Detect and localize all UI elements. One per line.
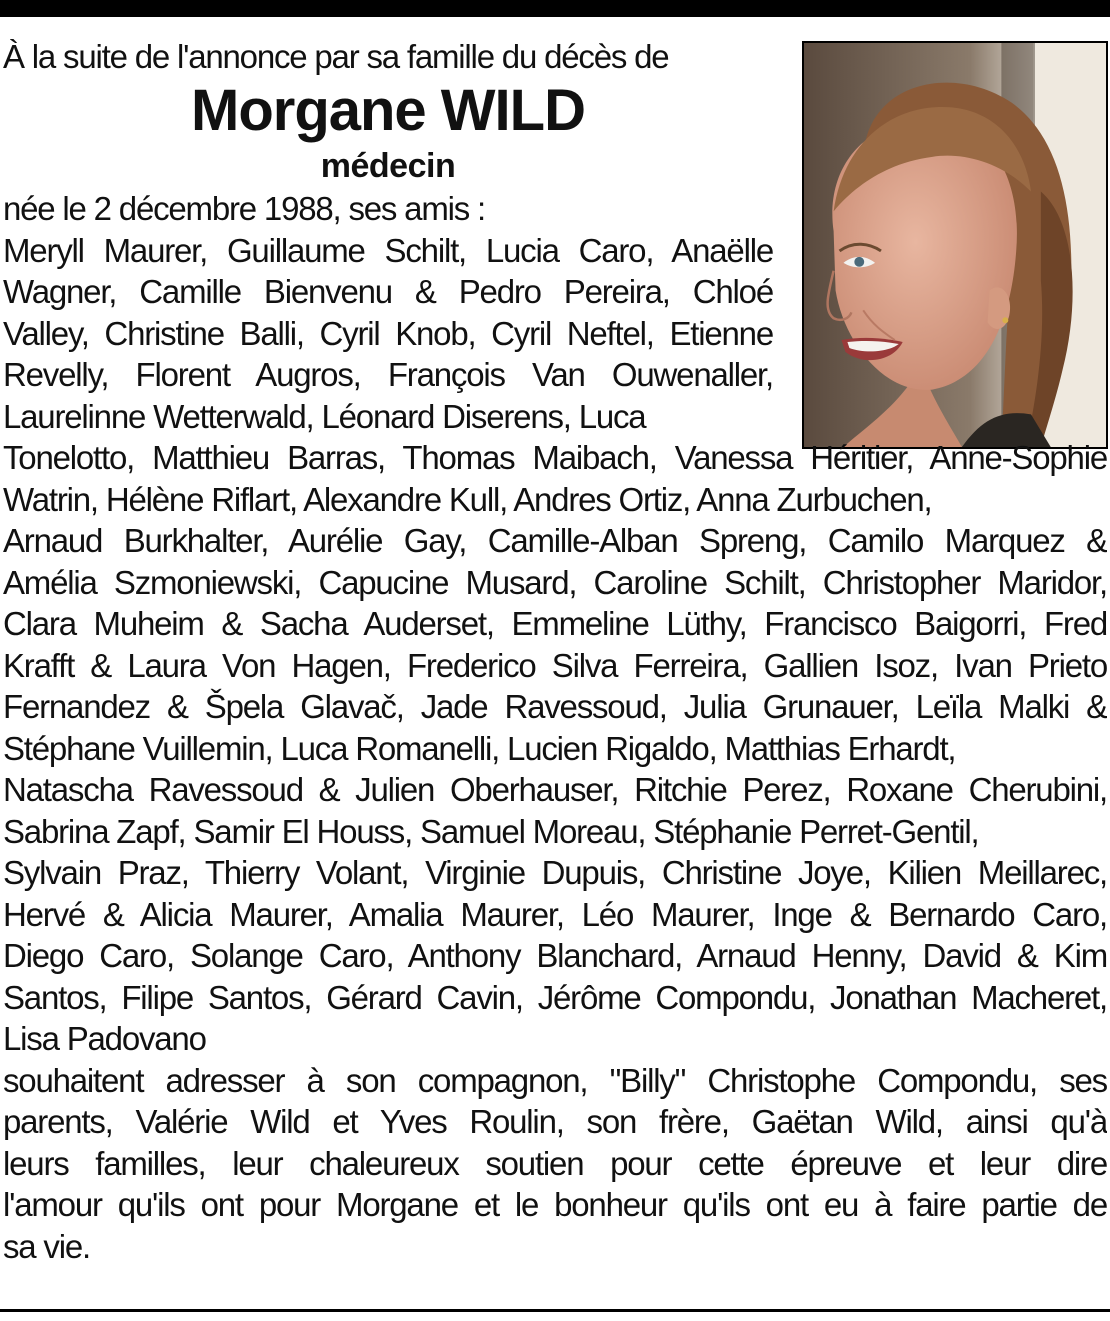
friends-line: Hervé & Alicia Maurer, Amalia Maurer, Léo Maurer, Inge & Bernardo Caro, [3, 895, 1107, 933]
friends-line: Tonelotto, Matthieu Barras, Thomas Maibach, Vanessa Héritier, Anne-Sophie [3, 439, 1107, 476]
closing-line: souhaitent adresser à son compagnon, "Billy" Christophe Compondu, ses [3, 1061, 1107, 1099]
deceased-name: Morgane WILD [191, 78, 585, 143]
top-rule [0, 0, 1110, 17]
friends-line: Amélia Szmoniewski, Capucine Musard, Caroline Schilt, Christopher Maridor, [3, 563, 1107, 601]
closing-line: sa vie. [3, 1227, 90, 1265]
closing-paragraph [3, 1060, 1107, 1268]
friends-line: Diego Caro, Solange Caro, Anthony Blanchard, Arnaud Henny, David & Kim [3, 937, 1107, 974]
friends-line: Laurelinne Wetterwald, Léonard Diserens, Luca [3, 397, 646, 435]
intro-text: À la suite de l'annonce par sa famille du décès de [3, 38, 669, 75]
profession: médecin [320, 147, 456, 185]
closing-line: parents, Valérie Wild et Yves Roulin, son frère, Gaëtan Wild, ainsi qu'à [3, 1103, 1107, 1140]
friends-line: Wagner, Camille Bienvenu & Pedro Pereira, Chloé [3, 273, 773, 310]
friends-line: Stéphane Vuillemin, Luca Romanelli, Lucien Rigaldo, Matthias Erhardt, [3, 729, 956, 767]
friends-list [3, 230, 1107, 1060]
friends-line: Krafft & Laura Von Hagen, Frederico Silva Ferreira, Gallien Isoz, Ivan Prieto [3, 646, 1107, 684]
friends-line: Arnaud Burkhalter, Aurélie Gay, Camille-Alban Spreng, Camilo Marquez & [3, 522, 1107, 559]
closing-line: l'amour qu'ils ont pour Morgane et le bonheur qu'ils ont eu à faire partie de [3, 1186, 1107, 1223]
birth-date-line: née le 2 décembre 1988, ses amis : [3, 190, 485, 227]
friends-line: Revelly, Florent Augros, François Van Ouwenaller, [3, 356, 773, 393]
bottom-rule [0, 1309, 1110, 1312]
friends-line: Valley, Christine Balli, Cyril Knob, Cyril Neftel, Etienne [3, 314, 773, 352]
friends-line: Meryll Maurer, Guillaume Schilt, Lucia Caro, Anaëlle [3, 231, 773, 269]
closing-line: leurs familles, leur chaleureux soutien pour cette épreuve et leur dire [3, 1144, 1107, 1182]
friends-line: Watrin, Hélène Riflart, Alexandre Kull, Andres Ortiz, Anna Zurbuchen, [3, 480, 932, 518]
friends-line: Clara Muheim & Sacha Auderset, Emmeline Lüthy, Francisco Baigorri, Fred [3, 605, 1107, 642]
friends-line: Santos, Filipe Santos, Gérard Cavin, Jérôme Compondu, Jonathan Macheret, [3, 978, 1107, 1016]
notice-text [3, 36, 1107, 1267]
friends-line: Lisa Padovano [3, 1020, 206, 1057]
friends-line: Sabrina Zapf, Samir El Houss, Samuel Moreau, Stéphanie Perret-Gentil, [3, 812, 979, 850]
friends-line: Fernandez & Špela Glavač, Jade Ravessoud, Julia Grunauer, Leïla Malki & [3, 688, 1107, 725]
friends-line: Sylvain Praz, Thierry Volant, Virginie Dupuis, Christine Joye, Kilien Meillarec, [3, 854, 1107, 891]
friends-line: Natascha Ravessoud & Julien Oberhauser, Ritchie Perez, Roxane Cherubini, [3, 771, 1107, 808]
